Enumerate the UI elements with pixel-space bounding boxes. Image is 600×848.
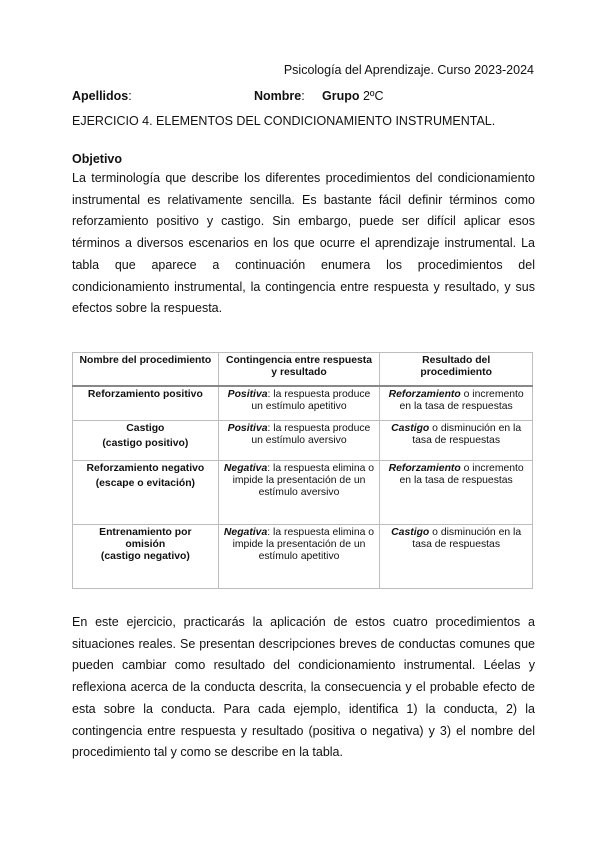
result-text: o incremento en la tasa de respuestas <box>399 389 524 413</box>
contingency-key: Positiva <box>227 422 268 434</box>
column-header: Resultado del procedimiento <box>380 353 533 387</box>
contingency-text: : la respuesta produce un estímulo apetitivo <box>251 389 371 413</box>
procedure-name <box>73 386 219 420</box>
procedure-name-line1: Reforzamiento negativo <box>86 462 205 474</box>
apellidos-field[interactable]: Apellidos: <box>72 89 132 103</box>
procedure-name <box>73 420 219 460</box>
result-cell <box>380 420 533 460</box>
result-key: Castigo <box>391 526 430 538</box>
table-row <box>73 386 533 420</box>
table-row <box>73 420 533 460</box>
result-text: o disminución en la tasa de respuestas <box>412 526 522 550</box>
apellidos-label: Apellidos <box>72 89 129 103</box>
objective-heading: Objetivo <box>72 152 123 166</box>
table-row <box>73 460 533 524</box>
result-text: o incremento en la tasa de respuestas <box>399 462 524 486</box>
column-header: Contingencia entre respuesta y resultado <box>218 353 380 387</box>
procedure-name-line2: (castigo positivo) <box>102 437 189 449</box>
result-cell <box>380 386 533 420</box>
result-cell <box>380 460 533 524</box>
nombre-field[interactable]: Nombre: <box>254 89 323 103</box>
contingency-key: Negativa <box>223 526 268 538</box>
contingency-cell <box>218 386 380 420</box>
contingency-text: : la respuesta produce un estímulo aversivo <box>251 422 371 446</box>
objective-paragraph: La terminología que describe los diferentes procedimientos del condicionamiento instrumental es relativamente sencilla. Es bastante fácil definir términos como reforzamiento positivo y castigo. Sin embargo, puede ser difícil aplicar esos términos a diversos escenarios en los que ocurre el aprendizaje instrumental. La tabla que aparece a continuación enumera los procedimientos del condicionamiento instrumental, la contingencia entre respuesta y resultado, y sus efectos sobre la respuesta. <box>72 171 535 316</box>
result-text: o disminución en la tasa de respuestas <box>412 422 522 446</box>
grupo-label: Grupo <box>322 89 360 103</box>
result-key: Reforzamiento <box>388 462 461 474</box>
contingency-cell <box>218 420 380 460</box>
nombre-label: Nombre <box>254 89 302 103</box>
procedure-name-line2: (escape o evitación) <box>95 477 196 489</box>
result-cell <box>380 524 533 588</box>
exercise-title: EJERCICIO 4. ELEMENTOS DEL CONDICIONAMIENTO INSTRUMENTAL. <box>72 114 496 128</box>
column-header: Nombre del procedimiento <box>73 353 219 387</box>
result-key: Reforzamiento <box>388 389 461 400</box>
table-header-row <box>73 353 533 387</box>
procedure-name-line1: Castigo <box>126 422 165 434</box>
contingency-cell <box>218 524 380 588</box>
result-key: Castigo <box>391 422 430 434</box>
grupo-value: 2ºC <box>362 89 384 103</box>
contingency-text: : la respuesta elimina o impide la presentación de un estímulo apetitivo <box>232 526 375 563</box>
contingency-cell <box>218 460 380 524</box>
procedure-name <box>73 524 219 588</box>
instructions-paragraph: En este ejercicio, practicarás la aplicación de estos cuatro procedimientos a situaciones reales. Se presentan descripciones breves de conductas comunes que pueden cambiar como resultado del condicionamiento instrumental. Léelas y reflexiona acerca de la conducta descrita, la consecuencia y el probable efecto de esta sobre la conducta. Para cada ejemplo, identifica 1) la conducta, 2) la contingencia entre respuesta y resultado (positiva o negativa) y 3) el nombre del procedimiento tal y como se describe en la tabla. <box>72 615 535 760</box>
procedures-table <box>72 352 533 589</box>
contingency-text: : la respuesta elimina o impide la presentación de un estímulo aversivo <box>232 462 375 499</box>
procedure-name-line1: Reforzamiento positivo <box>87 389 203 400</box>
procedure-name-line2: (castigo negativo) <box>100 551 190 563</box>
contingency-key: Negativa <box>223 462 268 474</box>
procedure-name-line1: Entrenamiento por omisión <box>99 526 192 550</box>
table-row <box>73 524 533 588</box>
course-header: Psicología del Aprendizaje. Curso 2023-2024 <box>283 63 534 77</box>
procedure-name <box>73 460 219 524</box>
grupo-field <box>322 89 384 103</box>
contingency-key: Positiva <box>227 389 268 400</box>
